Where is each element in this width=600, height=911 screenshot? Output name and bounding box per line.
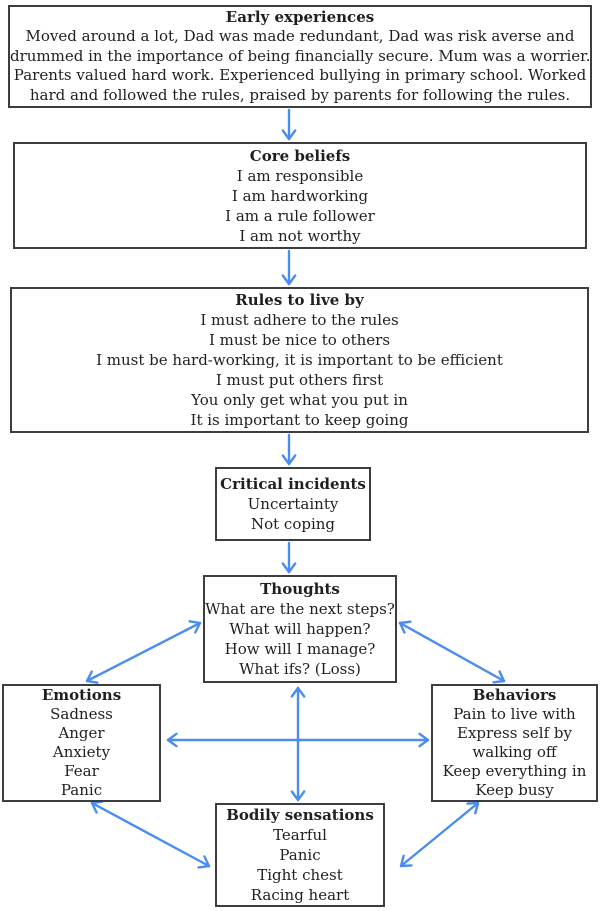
box-text-line: I must adhere to the rules bbox=[200, 311, 399, 329]
box-text-line: Fear bbox=[64, 762, 99, 780]
box-title-early-experiences: Early experiences bbox=[225, 7, 375, 26]
box-text-line: walking off bbox=[472, 743, 557, 761]
box-text-line: Moved around a lot, Dad was made redundant, Dad was risk averse and bbox=[25, 27, 575, 46]
arrow-emotions-to-bodily-sensations bbox=[92, 803, 209, 866]
box-text-line: hard and followed the rules, praised by parents for following the rules. bbox=[29, 85, 571, 104]
box-text-line: I must put others first bbox=[215, 371, 384, 389]
box-title-rules-to-live-by: Rules to live by bbox=[235, 291, 364, 309]
box-text-line: I am a rule follower bbox=[225, 206, 375, 225]
box-text-line: What will happen? bbox=[229, 620, 371, 638]
box-emotions bbox=[2, 684, 161, 802]
box-text-bodily-sensations bbox=[217, 825, 383, 905]
box-text-line: I am responsible bbox=[236, 166, 364, 185]
box-text-line: Sadness bbox=[50, 705, 113, 723]
box-text-line: Anger bbox=[58, 724, 105, 742]
box-early-experiences bbox=[8, 5, 592, 108]
box-title-thoughts: Thoughts bbox=[260, 580, 340, 598]
box-text-line: Anxiety bbox=[52, 743, 111, 761]
box-text-line: Tearful bbox=[273, 826, 327, 844]
box-text-early-experiences bbox=[10, 27, 590, 105]
box-text-emotions bbox=[4, 705, 159, 800]
box-text-line: drummed in the importance of being financially secure. Mum was a worrier. bbox=[10, 46, 591, 65]
box-behaviors bbox=[431, 684, 598, 802]
box-text-line: Not coping bbox=[250, 515, 336, 533]
box-text-line: I am not worthy bbox=[239, 226, 361, 245]
box-text-line: Pain to live with bbox=[453, 705, 576, 723]
box-text-line: Keep busy bbox=[475, 781, 554, 799]
box-text-line: Keep everything in bbox=[442, 762, 587, 780]
box-text-line: Racing heart bbox=[250, 886, 350, 904]
box-text-behaviors bbox=[433, 705, 596, 800]
box-title-emotions: Emotions bbox=[41, 686, 122, 704]
box-bodily-sensations bbox=[215, 803, 385, 907]
box-title-critical-incidents: Critical incidents bbox=[220, 475, 366, 493]
box-text-line: What ifs? (Loss) bbox=[239, 660, 361, 678]
arrow-behaviors-to-bodily-sensations bbox=[401, 803, 478, 866]
box-core-beliefs bbox=[13, 142, 587, 249]
box-text-line: How will I manage? bbox=[224, 640, 376, 658]
box-text-line: You only get what you put in bbox=[191, 391, 408, 409]
box-text-line: Panic bbox=[60, 781, 103, 799]
box-text-line: Panic bbox=[279, 846, 321, 864]
box-text-rules-to-live-by bbox=[12, 310, 587, 430]
box-text-line: Express self by bbox=[457, 724, 572, 742]
box-text-critical-incidents bbox=[217, 494, 369, 534]
box-title-bodily-sensations: Bodily sensations bbox=[226, 806, 374, 824]
box-text-line: It is important to keep going bbox=[190, 411, 409, 429]
arrow-emotions-to-thoughts bbox=[87, 623, 200, 681]
box-critical-incidents bbox=[215, 467, 371, 541]
box-text-core-beliefs bbox=[15, 166, 585, 246]
box-text-line: Uncertainty bbox=[247, 495, 339, 513]
box-rules-to-live-by bbox=[10, 287, 589, 433]
box-thoughts bbox=[203, 575, 397, 683]
arrow-thoughts-to-behaviors bbox=[400, 623, 504, 681]
box-title-behaviors: Behaviors bbox=[472, 686, 557, 704]
box-title-core-beliefs: Core beliefs bbox=[249, 146, 351, 165]
box-text-line: Parents valued hard work. Experienced bullying in primary school. Worked bbox=[13, 66, 587, 85]
box-text-line: What are the next steps? bbox=[205, 600, 395, 618]
box-text-thoughts bbox=[205, 599, 395, 679]
box-text-line: I am hardworking bbox=[231, 186, 369, 205]
box-text-line: Tight chest bbox=[257, 866, 343, 884]
box-text-line: I must be nice to others bbox=[208, 331, 391, 349]
box-text-line: I must be hard-working, it is important to be efficient bbox=[96, 351, 503, 369]
